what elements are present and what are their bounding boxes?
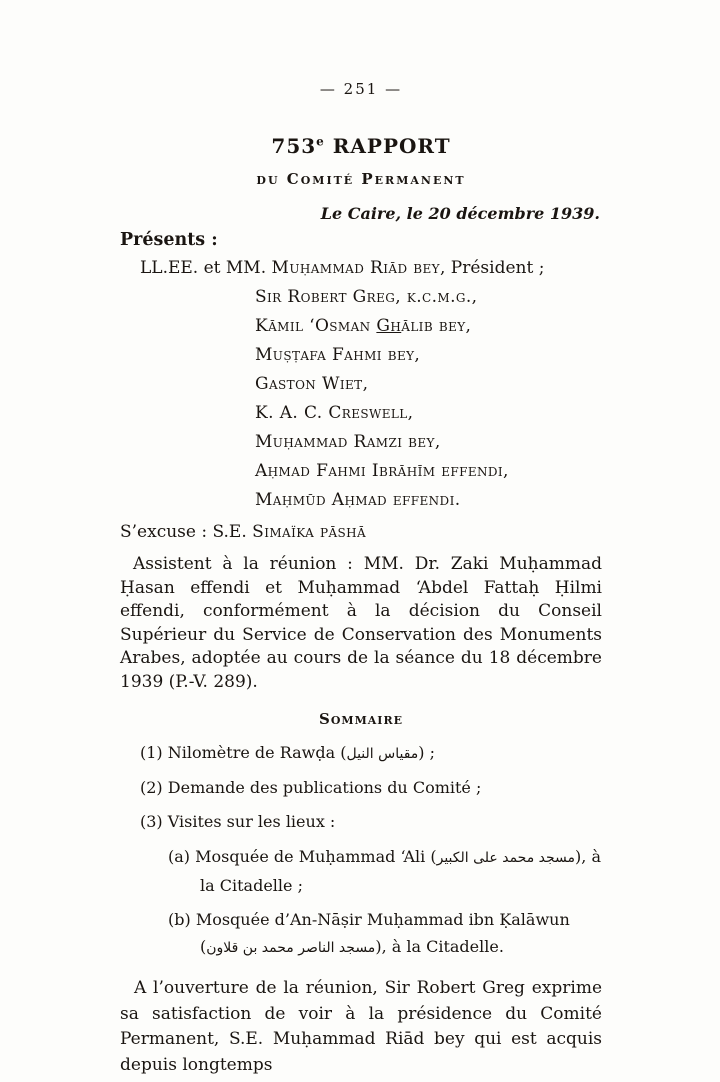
paren-open: ( [430,847,437,866]
sommaire-subitem-marker: (a) [168,847,191,866]
attendees-list [120,254,602,515]
report-title [120,134,602,158]
sommaire-subitem-a [120,843,602,899]
sommaire-subitem-text: , à la Citadelle. [381,937,504,956]
excuse-prefix: S’excuse : S.E. [120,522,253,542]
attendee-name: Maḥmūd Aḥmad effendi. [255,490,461,510]
excuse-name: Simaïka pāshā [252,522,367,542]
attendee-name: Muḥammad Riād bey [271,258,440,278]
attendee-row [120,312,602,341]
paren-close: ) [375,937,382,956]
attendee-row [120,399,602,428]
excuse-line [120,519,602,545]
sommaire-item-text: Nilomètre de Rawḍa [167,743,341,762]
sommaire-item-marker: (2) [140,778,163,797]
attendee-name: Gaston Wiet, [255,374,369,394]
attendee-name: K. A. C. Creswell, [255,403,414,423]
attendee-name-part: Kāmil ‘Osman [255,316,377,336]
attendance-paragraph: Assistent à la réunion : MM. Dr. Zaki Muḥammad Ḥasan effendi et Muḥammad ‘Abdel Fattaḥ Ḥilmi effendi, conformément à la décision du Conseil Supérieur du Service de Conservation des Monuments Arabes, adoptée au cours de la séance du 18 décembre 1939 (P.-V. 289). [120,554,602,692]
attendee-row [120,457,602,486]
sommaire-item-3 [120,809,602,835]
sommaire-list [120,740,602,962]
attendee-row [120,254,602,283]
sommaire-item-marker: (3) [140,812,163,831]
attendee-name-underlined-part: Gh [376,316,402,336]
sommaire-item-marker: (1) [140,743,163,762]
arabic-text: مقياس النيل [346,746,419,762]
dateline: Le Caire, le 20 décembre 1939. [320,204,600,223]
report-number-ordinal: e [316,134,325,149]
attendee-role: , Président ; [439,258,545,278]
arabic-text: مسجد محمد على الكبير [436,850,576,866]
sommaire-subitem-b [120,906,602,962]
attendee-row [120,341,602,370]
presents-label: Présents : [120,230,218,250]
attendee-name: Muṣṭafa Fahmi bey, [255,345,421,365]
paren-close: ) [575,847,582,866]
closing-paragraph: A l’ouverture de la réunion, Sir Robert Greg exprime sa satisfaction de voir à la présidence du Comité Permanent, S.E. Muḥammad Riād bey qui est acquis depuis longtemps [120,978,602,1075]
committee-subtitle: du Comité Permanent [256,170,466,188]
sommaire-subitem-marker: (b) [168,910,191,929]
attendee-name [255,316,471,336]
sommaire-subitem-text: Mosquée d’An-Nāṣir Muḥammad ibn Ḳalāwun [195,910,570,929]
attendee-row [120,428,602,457]
report-word: RAPPORT [332,134,451,158]
paren-open: ( [340,743,347,762]
attendee-name-part: ālib bey, [401,316,472,336]
sommaire-item-1 [120,740,602,767]
attendee-row [120,370,602,399]
sommaire-heading: Sommaire [319,710,403,728]
page-number: — 251 — [319,80,403,98]
attendee-row [120,283,602,312]
attendee-row [120,486,602,515]
paren-close: ) [418,743,425,762]
sommaire-item-2 [120,775,602,801]
sommaire-item-text: ; [424,743,436,762]
arabic-text: مسجد الناصر محمد بن قلاون [206,940,376,956]
sommaire-item-text: Visites sur les lieux : [167,812,336,831]
sommaire-item-text: Demande des publications du Comité ; [167,778,482,797]
sommaire-subitem-text: Mosquée de Muḥammad ‘Ali [195,847,431,866]
sommaire-subitem-text: , à la Citadelle ; [200,847,601,895]
attendee-name: Aḥmad Fahmi Ibrāhīm effendi, [255,461,509,481]
attendee-name: Muḥammad Ramzi bey, [255,432,441,452]
attendee-intro: LL.EE. et MM. [140,258,267,278]
report-number: 753 [271,134,317,158]
paren-open: ( [200,937,207,956]
attendee-name: Sir Robert Greg, k.c.m.g., [255,287,478,307]
